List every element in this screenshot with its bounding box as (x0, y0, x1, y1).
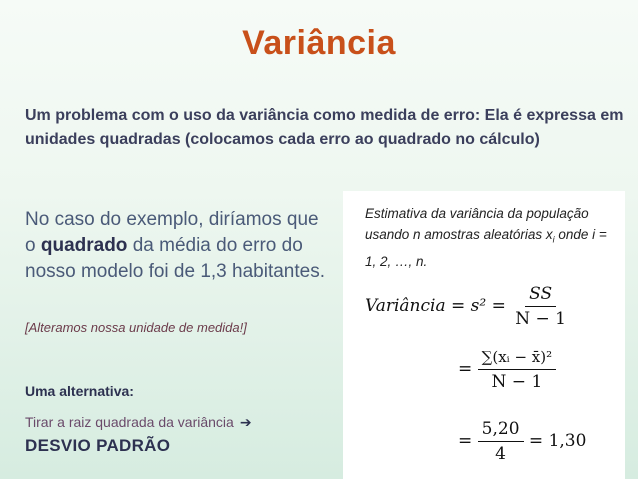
alternative-result: DESVIO PADRÃO (25, 436, 171, 455)
formula-result (458, 417, 586, 466)
formula-result-value: = 1,30 (528, 431, 587, 451)
formula-sum (458, 345, 556, 394)
formula-sum-fraction (478, 345, 556, 394)
formula-result-fraction (478, 417, 524, 466)
example-text-part2: da média do erro do nosso modelo foi de 1,3 habitantes. (25, 235, 325, 282)
formula-sum-denominator: N − 1 (491, 372, 543, 392)
formula-variance-lhs: Variância = s² = (365, 296, 506, 316)
formula-sum-equals: = (458, 359, 473, 379)
formula-variance (365, 282, 570, 331)
intro-text: Um problema com o uso da variância como medida de erro: Ela é expressa em unidades quadradas (colocamos cada erro ao quadrado no cálculo) (25, 107, 624, 148)
alternative-line-text: Tirar a raiz quadrada da variância (25, 414, 234, 430)
panel-description-after: onde i = 1, 2, …, n. (365, 227, 607, 269)
alternative-line (25, 414, 252, 431)
panel-description (365, 203, 615, 272)
formula-result-numerator: 5,20 (478, 417, 524, 442)
panel-description-subscript: i (552, 234, 555, 245)
formula-sum-numerator: ∑(xᵢ − x̄)² (478, 345, 556, 370)
formula-result-denominator: 4 (495, 444, 506, 464)
example-text-bold: quadrado (40, 235, 128, 256)
formula-variance-fraction (511, 282, 570, 331)
panel-description-before: Estimativa da variância da população usando n amostras aleatórias x (365, 206, 589, 242)
formula-result-equals: = (458, 431, 473, 451)
unit-note: [Alteramos nossa unidade de medida!] (25, 320, 247, 335)
example-text (25, 207, 325, 285)
formula-variance-numerator: SS (525, 282, 556, 307)
alternative-heading: Uma alternativa: (25, 383, 134, 399)
arrow-right-icon: ➔ (239, 414, 252, 430)
example-text-part1: No caso do exemplo, diríamos que o (25, 209, 319, 256)
formula-variance-denominator: N − 1 (515, 309, 566, 329)
slide-title: Variância (242, 24, 396, 62)
